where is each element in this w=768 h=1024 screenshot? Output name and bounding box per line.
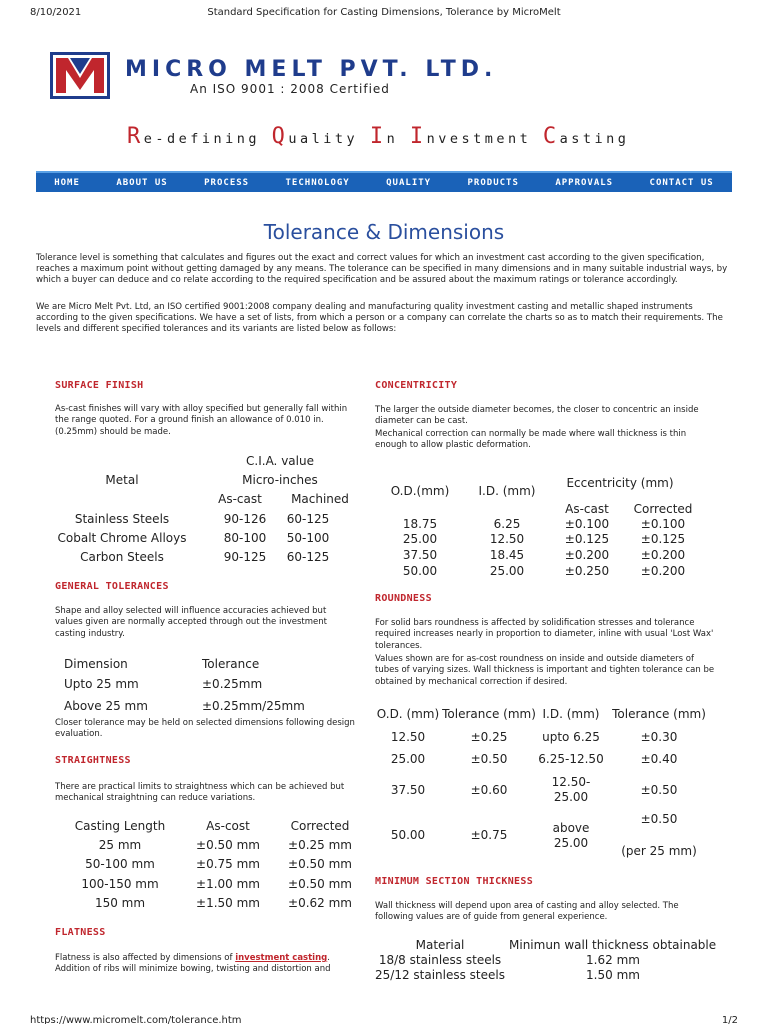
tagline bbox=[127, 124, 629, 149]
sf-col-ascast: As-cast bbox=[218, 492, 262, 506]
tagline-word: nvestment bbox=[426, 131, 532, 147]
ms-cell: 18/8 stainless steels bbox=[378, 953, 502, 967]
sf-cell: Carbon Steels bbox=[80, 550, 164, 564]
flatness-text-start: Flatness is also affected by dimensions of bbox=[55, 953, 236, 963]
st-cell: ±0.75 mm bbox=[196, 857, 260, 871]
nav-quality[interactable]: QUALITY bbox=[386, 177, 432, 188]
rd-cell: 12.50- bbox=[551, 775, 591, 789]
cc-cell: 25.00 bbox=[489, 564, 525, 578]
sf-cell: 90-125 bbox=[223, 550, 267, 564]
roundness-text-2: Values shown are for as-cost roundness on inside and outside diameters of tubes of varying sizes. Wall thickness is important and tighten tolerance can be obtained by mechanical correction if desired. bbox=[375, 654, 715, 687]
surface-finish-heading: SURFACE FINISH bbox=[55, 380, 144, 391]
cc-cell: ±0.125 bbox=[564, 532, 610, 546]
rd-cell: ±0.30 bbox=[640, 730, 678, 744]
cc-cell: ±0.200 bbox=[640, 548, 686, 562]
cc-cell: ±0.125 bbox=[640, 532, 686, 546]
gt-cell: ±0.25mm/25mm bbox=[202, 699, 305, 713]
cc-cell: 18.45 bbox=[489, 548, 525, 562]
tagline-cap: C bbox=[542, 124, 560, 149]
tagline-cap: I bbox=[409, 124, 427, 149]
cc-col-corrected: Corrected bbox=[633, 502, 693, 516]
sf-cell: 60-125 bbox=[286, 512, 330, 526]
st-cell: 50-100 mm bbox=[85, 857, 155, 871]
intro-paragraph-2: We are Micro Melt Pvt. Ltd, an ISO certified 9001:2008 company dealing and manufacturing quality investment casting and metallic shaped instruments according to the given specifications. We have a set of lists, from which a person or a company can correlate the charts so as to match their requirements. The levels and different specified tolerances and its variants are listed below as follows: bbox=[36, 302, 723, 335]
rd-cell: above bbox=[552, 821, 590, 835]
cc-cell: 25.00 bbox=[402, 532, 438, 546]
cc-cell: 18.75 bbox=[402, 517, 438, 531]
surface-finish-text: As-cast finishes will vary with alloy specified but generally fall within the range quoted. For a ground finish an allowance of 0.010 in. (0.25mm) should be made. bbox=[55, 404, 348, 437]
ms-cell: 1.50 mm bbox=[586, 968, 640, 982]
sf-col-machined: Machined bbox=[291, 492, 349, 506]
st-cell: ±1.50 mm bbox=[196, 896, 260, 910]
roundness-heading: ROUNDNESS bbox=[375, 593, 432, 604]
nav-home[interactable]: HOME bbox=[54, 177, 80, 188]
st-cell: 100-150 mm bbox=[81, 877, 159, 891]
rd-cell: 25.00 bbox=[553, 836, 589, 850]
tagline-word: n bbox=[386, 131, 399, 147]
rd-header: Tolerance (mm) bbox=[612, 707, 706, 721]
cc-cell: ±0.100 bbox=[564, 517, 610, 531]
tagline-word: asting bbox=[559, 131, 630, 147]
ms-cell: 25/12 stainless steels bbox=[375, 968, 505, 982]
st-cell: ±1.00 mm bbox=[196, 877, 260, 891]
cc-col-id: I.D. (mm) bbox=[478, 484, 536, 498]
st-header: Corrected bbox=[290, 819, 350, 833]
ms-col-material: Material bbox=[415, 938, 465, 952]
nav-technology[interactable]: TECHNOLOGY bbox=[285, 177, 350, 188]
gt-cell: ±0.25mm bbox=[202, 677, 263, 691]
general-tolerances-text: Shape and alloy selected will influence accuracies achieved but values given are normally accepted through out the investment casting industry. bbox=[55, 606, 327, 639]
sf-cell: Cobalt Chrome Alloys bbox=[57, 531, 187, 545]
cc-cell: 37.50 bbox=[402, 548, 438, 562]
nav-about-us[interactable]: ABOUT US bbox=[116, 177, 168, 188]
rd-header: I.D. (mm) bbox=[542, 707, 600, 721]
rd-cell: 12.50 bbox=[390, 730, 426, 744]
cc-cell: 6.25 bbox=[493, 517, 521, 531]
tagline-cap: R bbox=[127, 124, 144, 149]
st-cell: ±0.50 mm bbox=[196, 838, 260, 852]
st-cell: 25 mm bbox=[98, 838, 142, 852]
rd-cell: ±0.40 bbox=[640, 752, 678, 766]
rd-cell: ±0.50 bbox=[640, 783, 678, 797]
tagline-cap: Q bbox=[271, 124, 289, 149]
general-tolerances-heading: GENERAL TOLERANCES bbox=[55, 581, 169, 592]
straightness-text: There are practical limits to straightness which can be achieved but mechanical straightning can reduce variations. bbox=[55, 782, 345, 804]
rd-cell: ±0.60 bbox=[470, 783, 508, 797]
st-cell: ±0.50 mm bbox=[288, 877, 352, 891]
cc-cell: ±0.200 bbox=[564, 548, 610, 562]
sf-col-top1: C.I.A. value bbox=[246, 454, 314, 468]
main-nav bbox=[36, 171, 732, 192]
st-cell: 150 mm bbox=[94, 896, 146, 910]
rd-cell: upto 6.25 bbox=[542, 730, 600, 744]
cc-cell: ±0.100 bbox=[640, 517, 686, 531]
cc-col-od: O.D.(mm) bbox=[390, 484, 450, 498]
cc-col-ascast: As-cast bbox=[565, 502, 609, 516]
print-url: https://www.micromelt.com/tolerance.htm bbox=[30, 1015, 242, 1024]
gt-cell: Above 25 mm bbox=[64, 699, 148, 713]
rd-cell: (per 25 mm) bbox=[621, 844, 697, 858]
page-title: Tolerance & Dimensions bbox=[263, 220, 505, 244]
page-number: 1/2 bbox=[721, 1015, 738, 1024]
cc-cell: 50.00 bbox=[402, 564, 438, 578]
roundness-text-1: For solid bars roundness is affected by solidification stresses and tolerance required increases nearly in proportion to diameter, inline with usual 'Lost Wax' tolerances. bbox=[375, 618, 714, 651]
rd-cell: ±0.25 bbox=[470, 730, 508, 744]
st-header: Casting Length bbox=[74, 819, 166, 833]
nav-process[interactable]: PROCESS bbox=[204, 177, 250, 188]
gt-col-tol: Tolerance bbox=[202, 657, 260, 671]
cc-cell: ±0.250 bbox=[564, 564, 610, 578]
rd-cell: 6.25-12.50 bbox=[538, 752, 604, 766]
tagline-word: e-defining bbox=[143, 131, 261, 147]
straightness-heading: STRAIGHTNESS bbox=[55, 755, 131, 766]
rd-header: Tolerance (mm) bbox=[442, 707, 536, 721]
rd-header: O.D. (mm) bbox=[376, 707, 440, 721]
flatness-heading: FLATNESS bbox=[55, 927, 106, 938]
gt-col-dim: Dimension bbox=[64, 657, 128, 671]
rd-cell: 25.00 bbox=[553, 790, 589, 804]
sf-col-top2: Micro-inches bbox=[242, 473, 318, 487]
sf-cell: 50-100 bbox=[286, 531, 330, 545]
nav-approvals[interactable]: APPROVALS bbox=[555, 177, 614, 188]
rd-cell: 50.00 bbox=[390, 828, 426, 842]
rd-cell: ±0.75 bbox=[470, 828, 508, 842]
company-name: MICRO MELT PVT. LTD. bbox=[125, 57, 498, 82]
min-section-heading: MINIMUM SECTION THICKNESS bbox=[375, 876, 534, 887]
print-title: Standard Specification for Casting Dimensions, Tolerance by MicroMelt bbox=[207, 7, 561, 18]
rd-cell: 37.50 bbox=[390, 783, 426, 797]
ms-cell: 1.62 mm bbox=[586, 953, 640, 967]
cc-col-ecc: Eccentricity (mm) bbox=[566, 476, 674, 490]
iso-certification: An ISO 9001 : 2008 Certified bbox=[190, 82, 390, 96]
cc-cell: ±0.200 bbox=[640, 564, 686, 578]
sf-cell: Stainless Steels bbox=[74, 512, 170, 526]
concentricity-heading: CONCENTRICITY bbox=[375, 380, 458, 391]
sf-cell: 60-125 bbox=[286, 550, 330, 564]
gt-cell: Upto 25 mm bbox=[64, 677, 139, 691]
general-tolerances-note: Closer tolerance may be held on selected dimensions following design evaluation. bbox=[55, 718, 355, 740]
st-cell: ±0.50 mm bbox=[288, 857, 352, 871]
sf-cell: 80-100 bbox=[223, 531, 267, 545]
nav-products[interactable]: PRODUCTS bbox=[467, 177, 519, 188]
tagline-word: uality bbox=[288, 131, 359, 147]
tagline-cap: I bbox=[369, 124, 387, 149]
rd-cell: ±0.50 bbox=[640, 812, 678, 826]
rd-cell: 25.00 bbox=[390, 752, 426, 766]
nav-contact-us[interactable]: CONTACT US bbox=[649, 177, 714, 188]
ms-col-min: Minimun wall thickness obtainable bbox=[509, 938, 717, 952]
concentricity-text-2: Mechanical correction can normally be made where wall thickness is thin enough to allow plastic deformation. bbox=[375, 429, 687, 451]
sf-col-metal: Metal bbox=[105, 473, 139, 487]
rd-cell: ±0.50 bbox=[470, 752, 508, 766]
cc-cell: 12.50 bbox=[489, 532, 525, 546]
print-date: 8/10/2021 bbox=[30, 7, 82, 18]
investment-casting-link[interactable]: investment casting bbox=[235, 953, 328, 963]
flatness-text bbox=[55, 953, 355, 976]
min-section-text: Wall thickness will depend upon area of casting and alloy selected. The following values are of guide from general experience. bbox=[375, 901, 679, 923]
st-cell: ±0.25 mm bbox=[288, 838, 352, 852]
intro-paragraph-1: Tolerance level is something that calculates and figures out the exact and correct values for which an investment cast according to the given specification, reaches a maximum point without getting damaged by any means. The tolerance can be specified in many dimensions and in many suitable industrial ways, by which a buyer can deduce and co relate according to the required specification and be assured about the maximum ratings or tolerance accordingly. bbox=[36, 253, 728, 286]
sf-cell: 90-126 bbox=[223, 512, 267, 526]
micromelt-logo-icon[interactable] bbox=[50, 52, 110, 99]
flatness-text-end: . Addition of ribs will minimize bowing, twisting and distortion and bbox=[55, 953, 331, 975]
st-cell: ±0.62 mm bbox=[288, 896, 352, 910]
concentricity-text-1: The larger the outside diameter becomes, the closer to concentric an inside diameter can be cast. bbox=[375, 405, 699, 427]
st-header: As-cost bbox=[206, 819, 250, 833]
